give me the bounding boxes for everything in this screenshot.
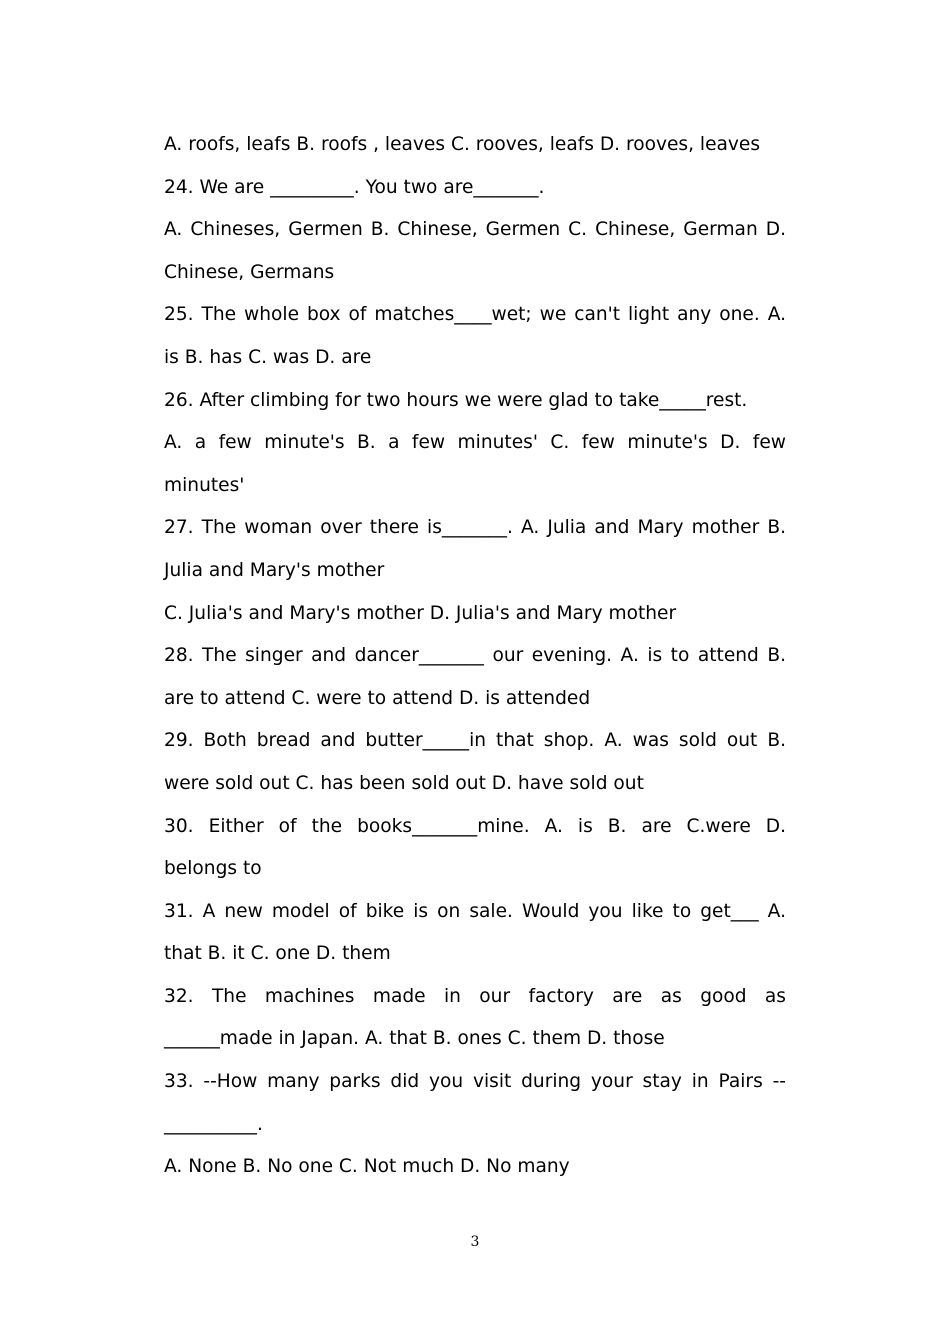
question-27: 27. The woman over there is_______. A. Julia and Mary mother B. — [164, 517, 786, 539]
question-25: 25. The whole box of matches____wet; we can't light any one. A. — [164, 304, 786, 326]
document-body — [164, 124, 786, 1189]
question-27-options: C. Julia's and Mary's mother D. Julia's and Mary mother — [164, 602, 677, 624]
question-29: 29. Both bread and butter_____in that shop. A. was sold out B. — [164, 730, 786, 752]
question-25-cont: is B. has C. was D. are — [164, 346, 372, 368]
question-28: 28. The singer and dancer_______ our evening. A. is to attend B. — [164, 645, 786, 667]
text-line: A. roofs, leafs B. roofs , leaves C. rooves, leafs D. rooves, leaves — [164, 134, 761, 155]
question-30-cont: belongs to — [164, 858, 262, 880]
question-31-cont: that B. it C. one D. them — [164, 943, 391, 965]
question-33: 33. --How many parks did you visit during your stay in Pairs -- — [164, 1071, 786, 1093]
question-24: 24. We are _________. You two are_______. — [164, 176, 545, 198]
question-31: 31. A new model of bike is on sale. Would you like to get___ A. — [164, 900, 786, 922]
question-28-cont: are to attend C. were to attend D. is attended — [164, 687, 591, 709]
page-number: 3 — [470, 1234, 480, 1250]
question-26-options-cont: minutes' — [164, 474, 245, 496]
question-24-options-cont: Chinese, Germans — [164, 261, 335, 283]
question-32-cont: ______made in Japan. A. that B. ones C. them D. those — [164, 1028, 665, 1050]
question-32: 32. The machines made in our factory are as good as — [164, 985, 786, 1007]
question-26: 26. After climbing for two hours we were glad to take_____rest. — [164, 389, 748, 411]
question-27-cont: Julia and Mary's mother — [164, 559, 385, 581]
question-24-options: A. Chineses, Germen B. Chinese, Germen C. Chinese, German D. — [164, 219, 786, 241]
question-33-options: A. None B. No one C. Not much D. No many — [164, 1156, 570, 1178]
question-30: 30. Either of the books_______mine. A. is B. are C.were D. — [164, 815, 786, 837]
question-29-cont: were sold out C. has been sold out D. have sold out — [164, 772, 644, 794]
question-26-options: A. a few minute's B. a few minutes' C. few minute's D. few — [164, 432, 786, 454]
question-33-cont: __________. — [164, 1113, 263, 1135]
